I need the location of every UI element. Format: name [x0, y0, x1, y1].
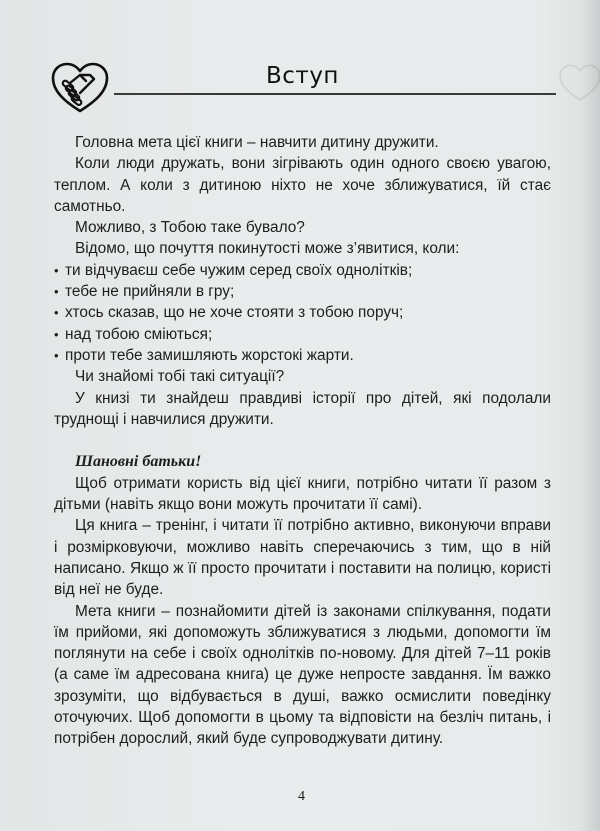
intro-paragraph-6: У книзі ти знайдеш правдиві історії про дітей, які подолали труднощі і навчилися дружити. — [54, 389, 551, 428]
intro-paragraph-3: Можливо, з Тобою таке бувало? — [75, 219, 305, 237]
bullet-item: • над тобою сміються; — [54, 324, 551, 345]
page-number: 4 — [298, 789, 305, 804]
intro-paragraph-4: Відомо, що почуття покинутості може з’явитися, коли: — [75, 240, 460, 258]
intro-paragraph-1: Головна мета цієї книги – навчити дитину дружити. — [75, 134, 439, 151]
heart-handshake-icon — [50, 61, 110, 115]
bullet-item: • проти тебе замишляють жорстокі жарти. — [54, 345, 551, 366]
bullet-item: • хтось сказав, що не хоче стояти з тобою поруч; — [54, 302, 551, 323]
bullet-item: • ти відчуваєш себе чужим серед своїх однолітків; — [54, 260, 551, 281]
parents-paragraph-3: Мета книги – познайомити дітей із законами спілкування, подати їм прийоми, які допоможуть зближуватися з людьми, допомогти їм поглянути на себе і своїх однолітків по-новому. Для дітей 7–11 років (а саме їм адресована книга) це дуже непросте завдання. Їм важко зрозуміти, що відбувається в душі, важко осмислити поведінку оточуючих. Щоб допомогти в цьому та відповісти на безліч питань, і потрібен дорослий, який буде супроводжувати дитину. — [54, 602, 551, 748]
chapter-header — [46, 55, 556, 125]
bullet-list — [54, 260, 551, 366]
page-body — [54, 132, 551, 750]
intro-paragraph-2: Коли люди дружать, вони зігрівають один одного своєю увагою, теплом. А коли з дитиною ніхто не хоче зближуватися, їй стає самотньо. — [54, 155, 551, 215]
bullet-item: • тебе не прийняли в гру; — [54, 281, 551, 302]
title-underline — [114, 93, 556, 95]
parents-paragraph-1: Щоб отримати користь від цієї книги, потрібно читати її разом з дітьми (навіть якщо вони можуть прочитати її самі). — [54, 474, 551, 514]
bleed-through-heart-icon — [558, 63, 600, 103]
intro-paragraph-5: Чи знайомі тобі такі ситуації? — [75, 368, 285, 386]
parents-heading: Шановні батьки! — [75, 453, 202, 471]
chapter-title: Вступ — [266, 63, 339, 89]
parents-paragraph-2: Ця книга – тренінг, і читати її потрібно активно, виконуючи вправи і розмірковуючи, можливо навіть сперечаючись з тим, що в ній написано. Якщо ж її просто прочитати і поставити на полицю, користі від неї не буде. — [54, 517, 551, 599]
section-spacer — [54, 430, 551, 451]
